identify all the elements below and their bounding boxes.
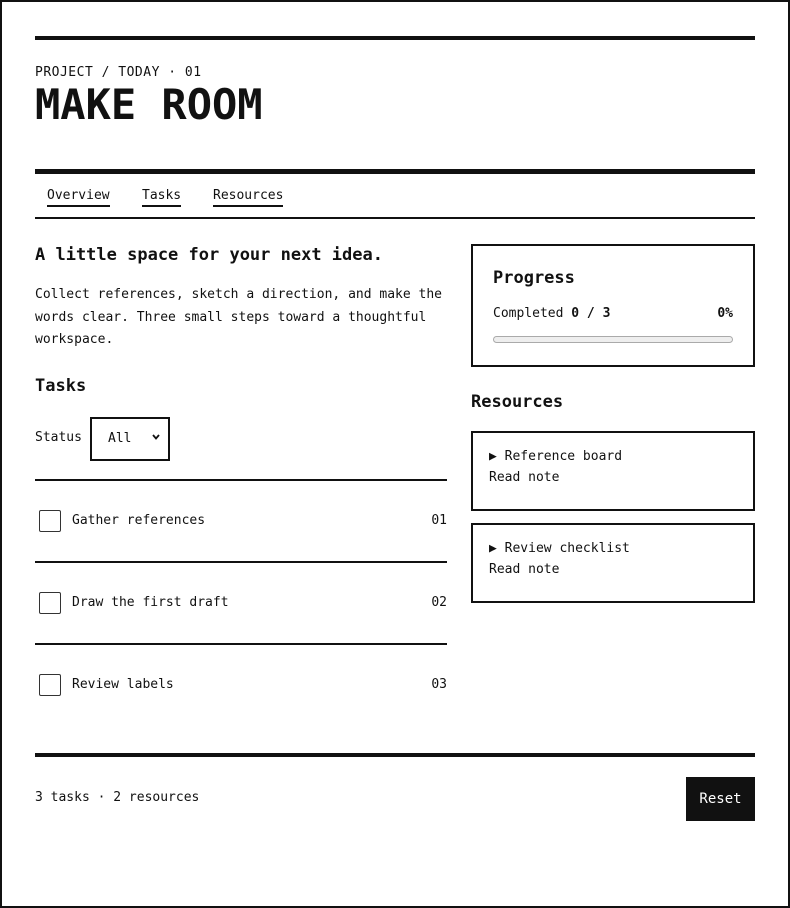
progress-percent: 0% bbox=[717, 306, 733, 321]
intro-heading: A little space for your next idea. bbox=[35, 245, 383, 265]
progress-completed-label: Completed bbox=[493, 306, 564, 321]
task-checkbox[interactable] bbox=[39, 674, 61, 696]
breadcrumb: PROJECT / TODAY · 01 bbox=[35, 65, 202, 80]
resource-card bbox=[471, 431, 755, 511]
progress-bar bbox=[493, 336, 733, 343]
task-number: 01 bbox=[431, 513, 447, 528]
task-divider bbox=[35, 643, 447, 645]
task-number: 03 bbox=[431, 677, 447, 692]
task-checkbox[interactable] bbox=[39, 592, 61, 614]
progress-completed bbox=[493, 306, 610, 321]
task-row bbox=[35, 674, 447, 714]
resource-toggle[interactable]: ▶ Review checklist bbox=[489, 541, 630, 556]
task-label: Draw the first draft bbox=[72, 595, 229, 610]
tasks-heading: Tasks bbox=[35, 376, 87, 396]
task-row bbox=[35, 510, 447, 550]
reset-button[interactable]: Reset bbox=[686, 777, 755, 821]
progress-completed-value: 0 / 3 bbox=[571, 306, 611, 321]
tab-resources[interactable]: Resources bbox=[213, 188, 283, 207]
status-select[interactable] bbox=[90, 417, 170, 461]
progress-heading: Progress bbox=[493, 268, 575, 288]
status-select-value: All bbox=[108, 431, 132, 446]
task-divider bbox=[35, 561, 447, 563]
header-rule bbox=[35, 169, 755, 174]
resources-heading: Resources bbox=[471, 392, 564, 412]
resource-card bbox=[471, 523, 755, 603]
tab-tasks[interactable]: Tasks bbox=[142, 188, 181, 207]
task-label: Gather references bbox=[72, 513, 206, 528]
footer-rule bbox=[35, 753, 755, 757]
resource-toggle[interactable]: ▶ Reference board bbox=[489, 449, 623, 464]
task-checkbox[interactable] bbox=[39, 510, 61, 532]
task-divider bbox=[35, 479, 447, 481]
tabs-rule bbox=[35, 217, 755, 219]
resource-note: Read note bbox=[489, 470, 560, 485]
top-rule bbox=[35, 36, 755, 40]
task-row bbox=[35, 592, 447, 632]
progress-card bbox=[471, 244, 755, 367]
resource-note: Read note bbox=[489, 562, 560, 577]
task-number: 02 bbox=[431, 595, 447, 610]
intro-body: Collect references, sketch a direction, and make the words clear. Three small steps toward a thoughtful workspace. bbox=[35, 287, 442, 347]
page-title: MAKE ROOM bbox=[35, 80, 263, 129]
task-label: Review labels bbox=[72, 677, 174, 692]
chevron-down-icon bbox=[152, 433, 160, 441]
tab-overview[interactable]: Overview bbox=[47, 188, 110, 207]
status-filter-label: Status bbox=[35, 430, 82, 445]
footer-summary: 3 tasks · 2 resources bbox=[35, 790, 200, 805]
